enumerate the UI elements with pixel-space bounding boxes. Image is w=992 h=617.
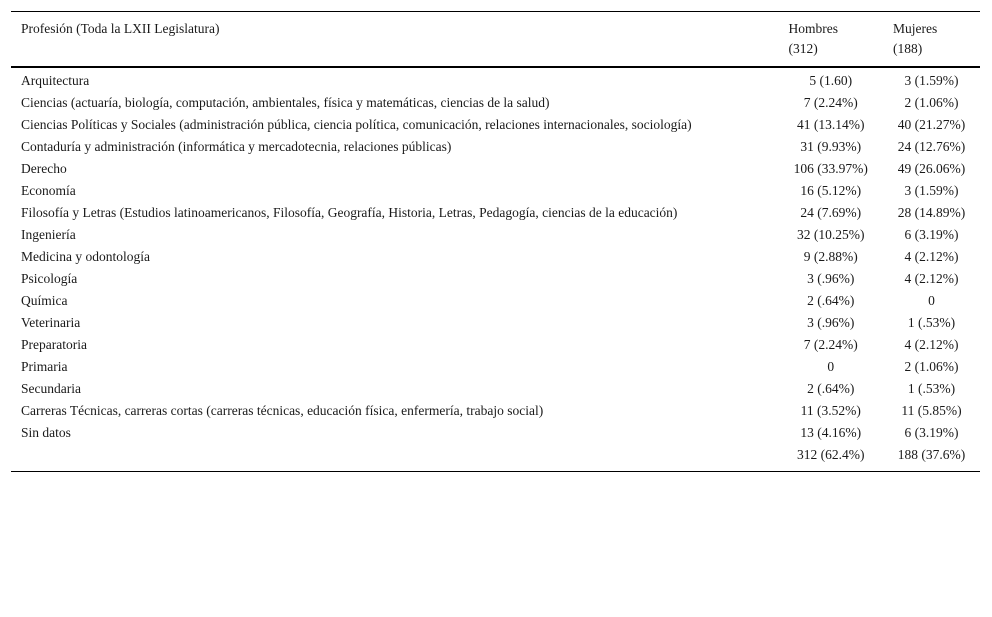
row-label: Ingeniería (21, 227, 76, 242)
table-row (11, 180, 980, 202)
table-row (11, 312, 980, 334)
men-value: 106 (33.97%) (793, 161, 868, 176)
women-value: 3 (1.59%) (904, 73, 959, 88)
table-row (11, 202, 980, 224)
row-label: Primaria (21, 359, 68, 374)
women-value: 24 (12.76%) (897, 139, 966, 154)
women-value: 40 (21.27%) (897, 117, 966, 132)
men-value: 9 (2.88%) (803, 249, 858, 264)
table-row (11, 246, 980, 268)
men-value: 31 (9.93%) (800, 139, 862, 154)
women-value: 2 (1.06%) (904, 95, 959, 110)
women-value: 188 (37.6%) (897, 447, 966, 462)
men-value: 16 (5.12%) (800, 183, 862, 198)
men-value: 5 (1.60) (809, 73, 853, 88)
men-value: 7 (2.24%) (803, 337, 858, 352)
women-value: 0 (928, 293, 935, 308)
men-value: 3 (.96%) (807, 271, 855, 286)
table-row (11, 67, 980, 92)
table-row (11, 444, 980, 472)
row-label: Veterinaria (21, 315, 81, 330)
header-women (883, 12, 980, 68)
women-value: 1 (.53%) (907, 315, 956, 330)
men-value: 312 (62.4%) (796, 447, 865, 462)
table-row (11, 92, 980, 114)
men-value: 11 (3.52%) (800, 403, 861, 418)
row-label: Filosofía y Letras (Estudios latinoamericanos, Filosofía, Geografía, Historia, Letras, Pedagogía, ciencias de la educación) (21, 205, 678, 220)
header-women-label: Mujeres (892, 21, 938, 36)
profession-table (11, 11, 980, 472)
table-row (11, 334, 980, 356)
table-row (11, 356, 980, 378)
table-row (11, 378, 980, 400)
table-row (11, 158, 980, 180)
row-label: Psicología (21, 271, 78, 286)
row-label: Secundaria (21, 381, 81, 396)
table-body (11, 67, 980, 472)
men-value: 2 (.64%) (807, 381, 855, 396)
header-men (779, 12, 883, 68)
row-label: Arquitectura (21, 73, 90, 88)
men-value: 3 (.96%) (807, 315, 855, 330)
men-value: 2 (.64%) (807, 293, 855, 308)
men-value: 24 (7.69%) (800, 205, 862, 220)
table-row (11, 400, 980, 422)
row-label: Química (21, 293, 68, 308)
row-label: Carreras Técnicas, carreras cortas (carreras técnicas, educación física, enfermería, trabajo social) (21, 403, 544, 418)
header-men-total: (312) (788, 41, 818, 56)
header-men-label: Hombres (788, 21, 839, 36)
women-value: 4 (2.12%) (904, 249, 959, 264)
men-value: 41 (13.14%) (796, 117, 865, 132)
table-header (11, 12, 980, 68)
women-value: 4 (2.12%) (904, 271, 959, 286)
table-row (11, 136, 980, 158)
women-value: 6 (3.19%) (904, 227, 959, 242)
women-value: 3 (1.59%) (904, 183, 959, 198)
row-label: Ciencias (actuaría, biología, computación, ambientales, física y matemáticas, ciencias de la salud) (21, 95, 550, 110)
women-value: 11 (5.85%) (901, 403, 962, 418)
row-label: Contaduría y administración (informática y mercadotecnia, relaciones públicas) (21, 139, 452, 154)
women-value: 2 (1.06%) (904, 359, 959, 374)
men-value: 0 (827, 359, 835, 374)
row-label (11, 444, 779, 472)
row-label: Preparatoria (21, 337, 87, 352)
row-label: Economía (21, 183, 76, 198)
table-row (11, 290, 980, 312)
women-value: 6 (3.19%) (904, 425, 959, 440)
header-women-total: (188) (892, 41, 923, 56)
row-label: Ciencias Políticas y Sociales (administración pública, ciencia política, comunicación, relaciones internacionales, sociología) (21, 117, 692, 132)
women-value: 49 (26.06%) (897, 161, 966, 176)
women-value: 4 (2.12%) (904, 337, 959, 352)
header-row (11, 12, 980, 68)
row-label: Medicina y odontología (21, 249, 150, 264)
men-value: 7 (2.24%) (803, 95, 858, 110)
men-value: 32 (10.25%) (796, 227, 865, 242)
table-row (11, 224, 980, 246)
row-label: Derecho (21, 161, 67, 176)
men-value: 13 (4.16%) (800, 425, 862, 440)
table-row (11, 268, 980, 290)
header-profession: Profesión (Toda la LXII Legislatura) (21, 21, 220, 36)
women-value: 28 (14.89%) (897, 205, 966, 220)
table-row (11, 114, 980, 136)
table-row (11, 422, 980, 444)
row-label: Sin datos (21, 425, 71, 440)
women-value: 1 (.53%) (907, 381, 956, 396)
